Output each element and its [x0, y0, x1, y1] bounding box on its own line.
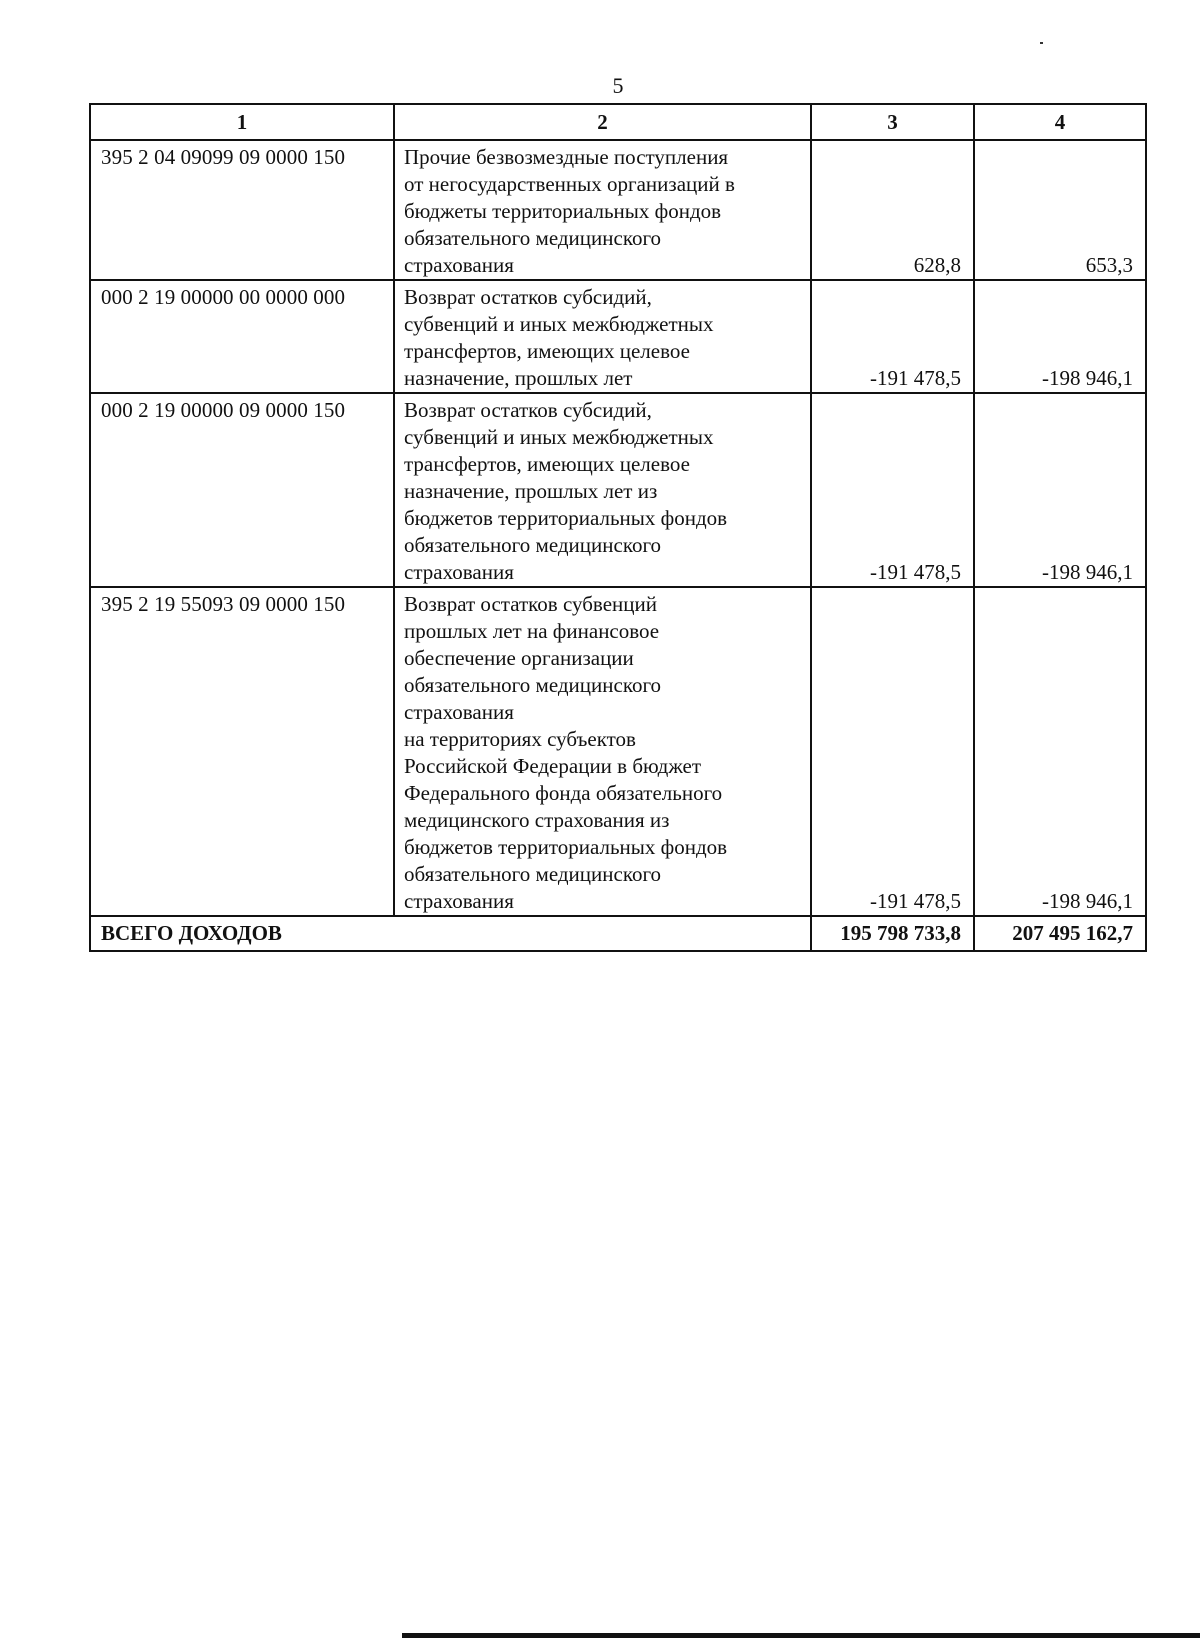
budget-code: 395 2 04 09099 09 0000 150 — [90, 140, 394, 280]
revenue-table — [89, 103, 1147, 952]
revenue-name: Прочие безвозмездные поступления от негосударственных организаций в бюджеты территориальных фондов обязательного медицинского страхования — [394, 140, 811, 280]
revenue-name: Возврат остатков субвенций прошлых лет на финансовое обеспечение организации обязательного медицинского страхования на территориях субъектов Российской Федерации в бюджет Федерального фонда обязательного медицинского страхования из бюджетов территориальных фондов обязательного медицинского страхования — [394, 587, 811, 916]
budget-code: 000 2 19 00000 09 0000 150 — [90, 393, 394, 587]
amount-column-4: -198 946,1 — [974, 393, 1146, 587]
amount-column-4: -198 946,1 — [974, 587, 1146, 916]
amount-column-3: -191 478,5 — [811, 393, 974, 587]
amount-column-3: 628,8 — [811, 140, 974, 280]
table-header-row — [90, 104, 1146, 140]
column-header-3: 3 — [811, 104, 974, 140]
amount-column-3: -191 478,5 — [811, 587, 974, 916]
page-number: 5 — [612, 73, 624, 98]
amount-column-3: -191 478,5 — [811, 280, 974, 393]
budget-code: 395 2 19 55093 09 0000 150 — [90, 587, 394, 916]
table-row — [90, 280, 1146, 393]
table-row — [90, 140, 1146, 280]
column-header-1: 1 — [90, 104, 394, 140]
budget-code: 000 2 19 00000 00 0000 000 — [90, 280, 394, 393]
column-header-4: 4 — [974, 104, 1146, 140]
amount-column-4: -198 946,1 — [974, 280, 1146, 393]
total-row — [90, 916, 1146, 951]
scan-speck — [1040, 42, 1043, 44]
table-row — [90, 393, 1146, 587]
total-label: ВСЕГО ДОХОДОВ — [90, 916, 811, 951]
amount-column-4: 653,3 — [974, 140, 1146, 280]
table-row — [90, 587, 1146, 916]
total-amount-column-4: 207 495 162,7 — [974, 916, 1146, 951]
column-header-2: 2 — [394, 104, 811, 140]
total-amount-column-3: 195 798 733,8 — [811, 916, 974, 951]
revenue-name: Возврат остатков субсидий, субвенций и иных межбюджетных трансфертов, имеющих целевое назначение, прошлых лет — [394, 280, 811, 393]
scan-edge-line — [402, 1633, 1200, 1638]
revenue-name: Возврат остатков субсидий, субвенций и иных межбюджетных трансфертов, имеющих целевое назначение, прошлых лет из бюджетов территориальных фондов обязательного медицинского страхования — [394, 393, 811, 587]
